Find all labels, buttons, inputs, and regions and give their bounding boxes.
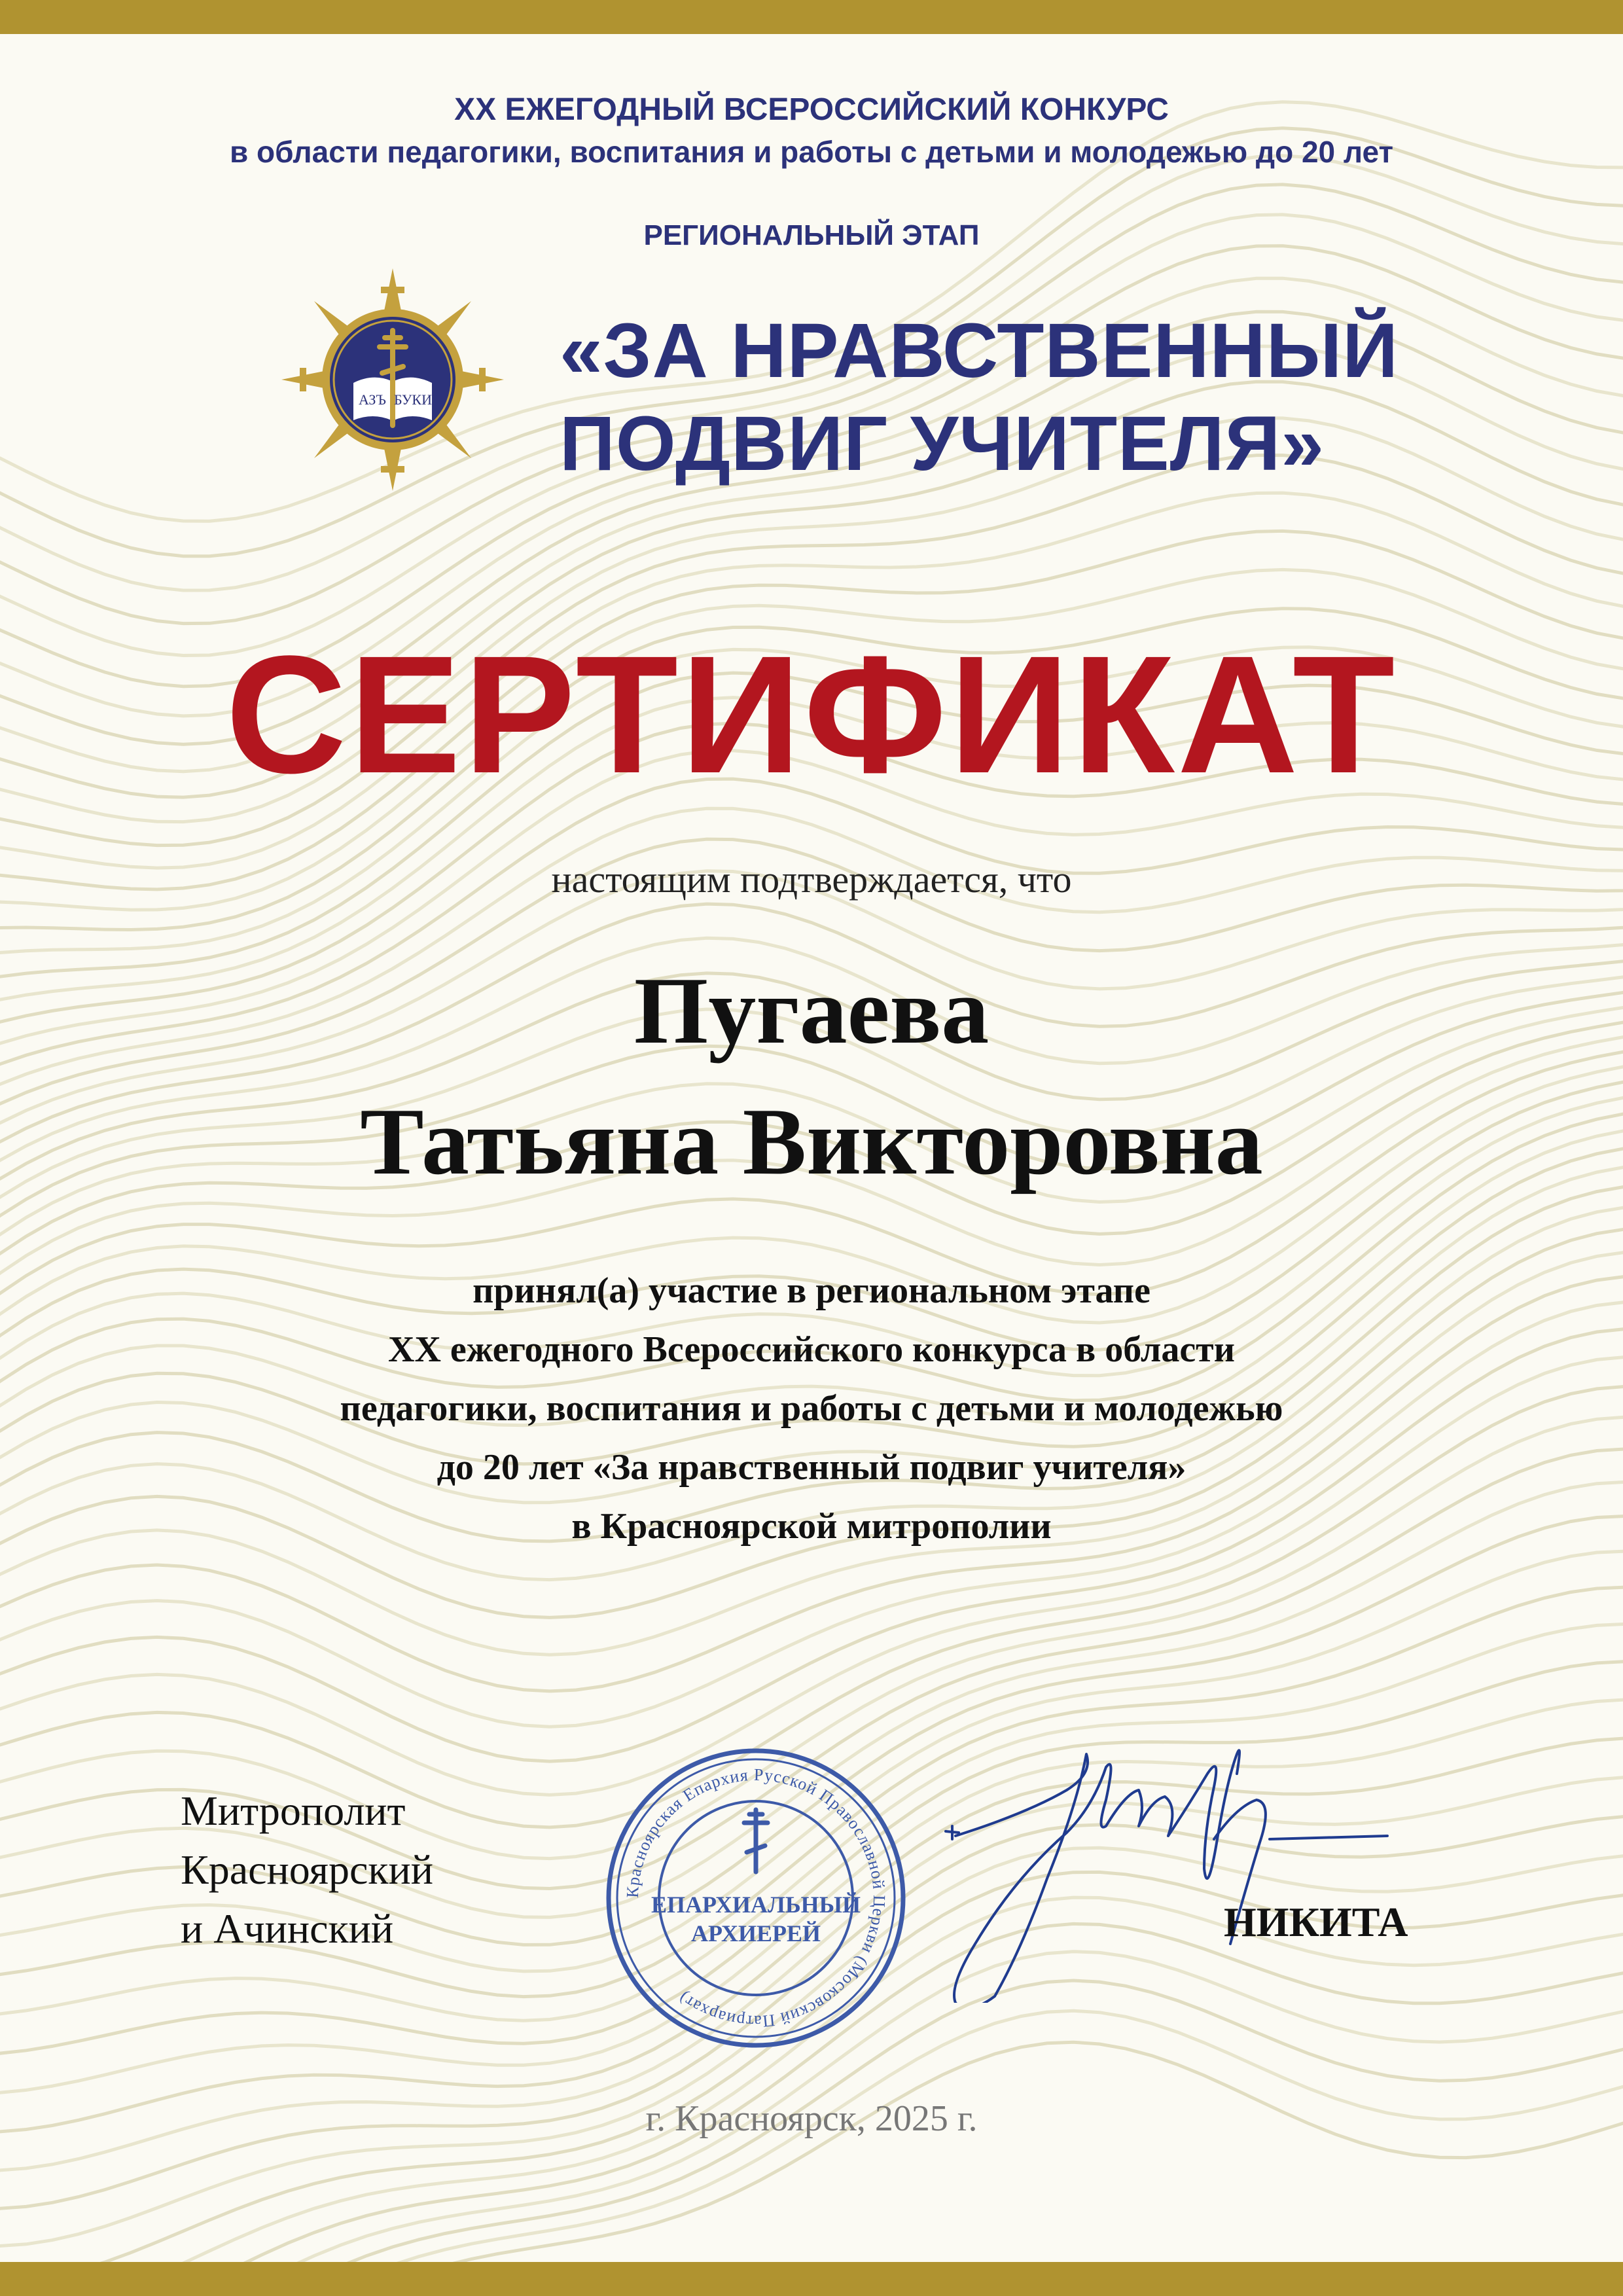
city-year: г. Красноярск, 2025 г. bbox=[645, 2098, 978, 2139]
cross-book-emblem-icon bbox=[281, 268, 504, 491]
recipient-surname: Пугаева bbox=[633, 958, 990, 1064]
signatory-title-line-3: и Ачинский bbox=[181, 1905, 394, 1952]
body-line-1: принял(а) участие в региональном этапе bbox=[473, 1270, 1150, 1311]
seal-ring-text: Красноярская Епархия Русской Православной Церкви (Московский Патриархат) bbox=[622, 1765, 889, 2032]
recipient-given-names: Татьяна Викторовна bbox=[360, 1088, 1263, 1194]
stage-label: РЕГИОНАЛЬНЫЙ ЭТАП bbox=[643, 219, 980, 251]
handwritten-signature bbox=[929, 1728, 1440, 2003]
seal-inner-top: ЕПАРХИАЛЬНЫЙ bbox=[651, 1892, 861, 1918]
bottom-gold-band bbox=[0, 2262, 1623, 2296]
emblem-book-left: АЗЪ bbox=[359, 391, 386, 408]
header-line-1: XX ЕЖЕГОДНЫЙ ВСЕРОССИЙСКИЙ КОНКУРС bbox=[454, 92, 1169, 127]
confirm-text: настоящим подтверждается, что bbox=[551, 858, 1072, 901]
seal-inner-bottom: АРХИЕРЕЙ bbox=[690, 1920, 821, 1946]
body-line-5: в Красноярской митрополии bbox=[571, 1506, 1052, 1547]
contest-name-line-2: ПОДВИГ УЧИТЕЛЯ» bbox=[560, 401, 1325, 487]
body-line-3: педагогики, воспитания и работы с детьми и молодежью bbox=[340, 1388, 1283, 1429]
body-line-2: XX ежегодного Всероссийского конкурса в области bbox=[388, 1329, 1235, 1370]
signatory-title-line-2: Красноярский bbox=[181, 1846, 433, 1893]
signatory-title-line-1: Митрополит bbox=[181, 1787, 406, 1834]
emblem-book-right: БУКИ bbox=[394, 391, 432, 408]
contest-name-line-1: «ЗА НРАВСТВЕННЫЙ bbox=[560, 308, 1399, 394]
header-line-2: в области педагогики, воспитания и работы с детьми и молодежью до 20 лет bbox=[229, 135, 1394, 169]
certificate-title: СЕРТИФИКАТ bbox=[225, 621, 1398, 808]
signatory-name: НИКИТА bbox=[1224, 1899, 1408, 1945]
body-line-4: до 20 лет «За нравственный подвиг учителя» bbox=[437, 1447, 1186, 1488]
diocese-seal bbox=[599, 1741, 913, 2055]
